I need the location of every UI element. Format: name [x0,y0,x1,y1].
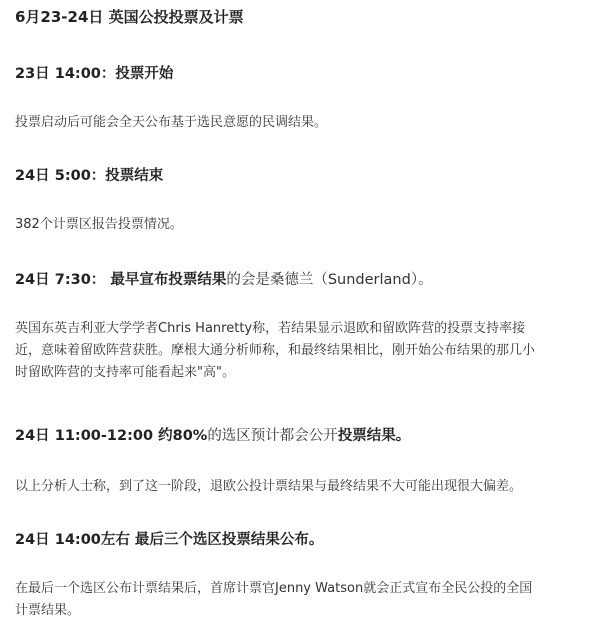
paragraph-line: 英国东英吉利亚大学学者Chris Hanretty称，若结果显示退欧和留欧阵营的投票支持率接 [15,321,526,336]
paragraph-line: 计票结果。 [15,603,81,618]
heading-bold-text: 24日 11:00-12:00 约80% [15,428,208,444]
paragraph-line: 近，意味着留欧阵营获胜。摩根大通分析师称，和最终结果相比，刚开始公布结果的那几小 [15,343,536,358]
section-body-first-result [15,318,587,384]
paragraph-line: 以上分析人士称，到了这一阶段，退欧公投计票结果与最终结果不大可能出现很大偏差。 [15,479,523,494]
paragraph-line: 在最后一个选区公布计票结果后，首席计票官Jenny Watson就会正式宣布全民公投的全国 [15,581,533,596]
section-heading-80-percent [15,424,410,445]
section-body-80-percent [15,476,587,498]
paragraph-line: 382个计票区报告投票情况。 [15,217,183,232]
paragraph-line: 投票启动后可能会全天公布基于选民意愿的民调结果。 [15,115,328,130]
section-body-vote-start [15,112,587,134]
page-title: 6月23-24日 英国公投投票及计票 [15,8,244,26]
heading-normal-text: 的选区预计都会公开 [207,428,338,444]
paragraph-line: 时留欧阵营的支持率可能看起来"高"。 [15,365,235,380]
section-body-final-results [15,578,587,622]
section-heading-final-results: 24日 14:00左右 最后三个选区投票结果公布。 [15,532,324,548]
section-body-vote-end [15,214,587,236]
heading-bold-text: 投票结果。 [337,428,411,444]
heading-bold-text: 24日 7:30： 最早宣布投票结果 [15,272,227,288]
section-heading-vote-start: 23日 14:00：投票开始 [15,66,174,82]
heading-normal-text: 的会是桑德兰（Sunderland）。 [226,272,433,288]
section-heading-vote-end: 24日 5:00：投票结束 [15,168,164,184]
section-heading-first-result [15,268,433,289]
